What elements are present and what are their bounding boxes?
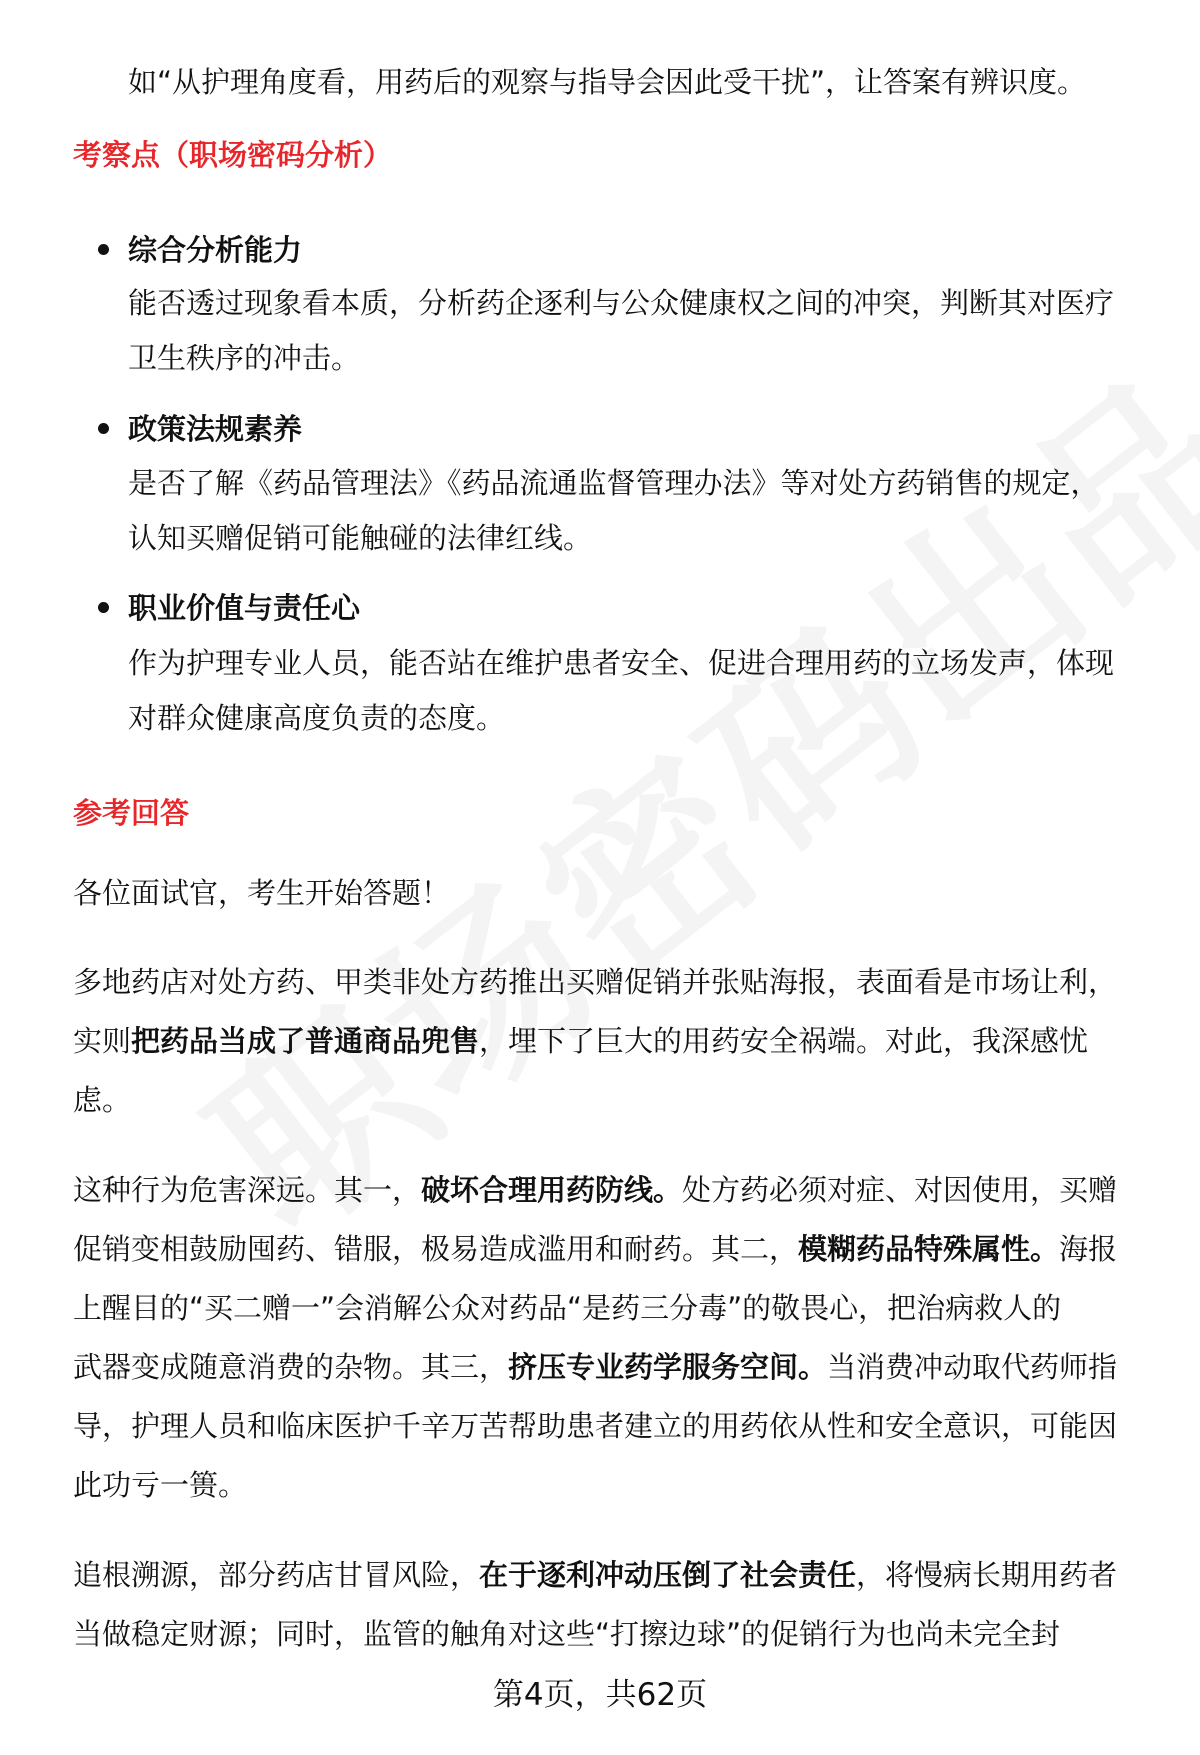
bullet-dot	[98, 244, 109, 255]
item-title-comprehensive-analysis: 综合分析能力	[128, 233, 303, 267]
paragraph-line: 导，护理人员和临床医护千辛万苦帮助患者建立的用药依从性和安全意识，可能因	[73, 1409, 1118, 1443]
item-text-line: 是否了解《药品管理法》《药品流通监督管理办法》等对处方药销售的规定，	[128, 466, 1100, 500]
text-span: 处方药必须对症、对因使用，买赠	[682, 1173, 1118, 1207]
item-text-line: 卫生秩序的冲击。	[128, 341, 361, 375]
item-text-line: 作为护理专业人员，能否站在维护患者安全、促进合理用药的立场发声，体现	[128, 646, 1115, 680]
emphasis-text: 把药品当成了普通商品兜售	[131, 1024, 480, 1058]
intro-line: 如“从护理角度看，用药后的观察与指导会因此受干扰”，让答案有辨识度。	[128, 65, 1087, 99]
emphasis-text: 在于逐利冲动压倒了社会责任	[479, 1558, 857, 1592]
emphasis-text: 挤压专业药学服务空间。	[508, 1350, 828, 1384]
item-text-line: 认知买赠促销可能触碰的法律红线。	[128, 521, 593, 555]
page-number-footer: 第4页，共62页	[492, 1677, 708, 1713]
text-span: 海报	[1059, 1232, 1118, 1266]
paragraph-line: 上醒目的“买二赠一”会消解公众对药品“是药三分毒”的敬畏心，把治病救人的	[73, 1291, 1062, 1325]
emphasis-text: 模糊药品特殊属性。	[798, 1232, 1060, 1266]
paragraph-line	[73, 1229, 1117, 1269]
paragraph-line: 此功亏一篑。	[73, 1468, 248, 1502]
watermark	[148, 443, 1113, 1285]
paragraph-line	[73, 1555, 1117, 1595]
text-span: 实则	[73, 1024, 132, 1058]
text-span: 武器变成随意消费的杂物。其三，	[73, 1350, 509, 1384]
paragraph-line	[73, 1347, 1117, 1387]
greeting-line: 各位面试官，考生开始答题！	[73, 876, 451, 910]
item-title-professional-value: 职业价值与责任心	[128, 591, 361, 625]
paragraph-line: 多地药店对处方药、甲类非处方药推出买赠促销并张贴海报，表面看是市场让利，	[73, 965, 1118, 999]
item-text-line: 能否透过现象看本质，分析药企逐利与公众健康权之间的冲突，判断其对医疗	[128, 286, 1115, 320]
item-title-policy-literacy: 政策法规素养	[128, 412, 303, 446]
text-span: ，将慢病长期用药者	[856, 1558, 1118, 1592]
text-span: 当消费冲动取代药师指	[827, 1350, 1118, 1384]
bullet-dot	[98, 423, 109, 434]
bullet-dot	[98, 602, 109, 613]
text-span: 追根溯源，部分药店甘冒风险，	[73, 1558, 480, 1592]
emphasis-text: 破坏合理用药防线。	[421, 1173, 683, 1207]
item-text-line: 对群众健康高度负责的态度。	[128, 701, 506, 735]
text-span: 促销变相鼓励囤药、错服，极易造成滥用和耐药。其二，	[73, 1232, 799, 1266]
section-heading-reference-answer: 参考回答	[73, 796, 190, 830]
paragraph-line	[73, 1170, 1117, 1210]
paragraph-line	[73, 1021, 1088, 1061]
text-span: ，埋下了巨大的用药安全祸端。对此，我深感忧	[479, 1024, 1089, 1058]
paragraph-line: 当做稳定财源；同时，监管的触角对这些“打擦边球”的促销行为也尚未完全封	[73, 1617, 1061, 1651]
paragraph-line: 虑。	[73, 1083, 132, 1117]
text-span: 这种行为危害深远。其一，	[73, 1173, 422, 1207]
section-heading-exam-points: 考察点（职场密码分析）	[73, 138, 393, 172]
